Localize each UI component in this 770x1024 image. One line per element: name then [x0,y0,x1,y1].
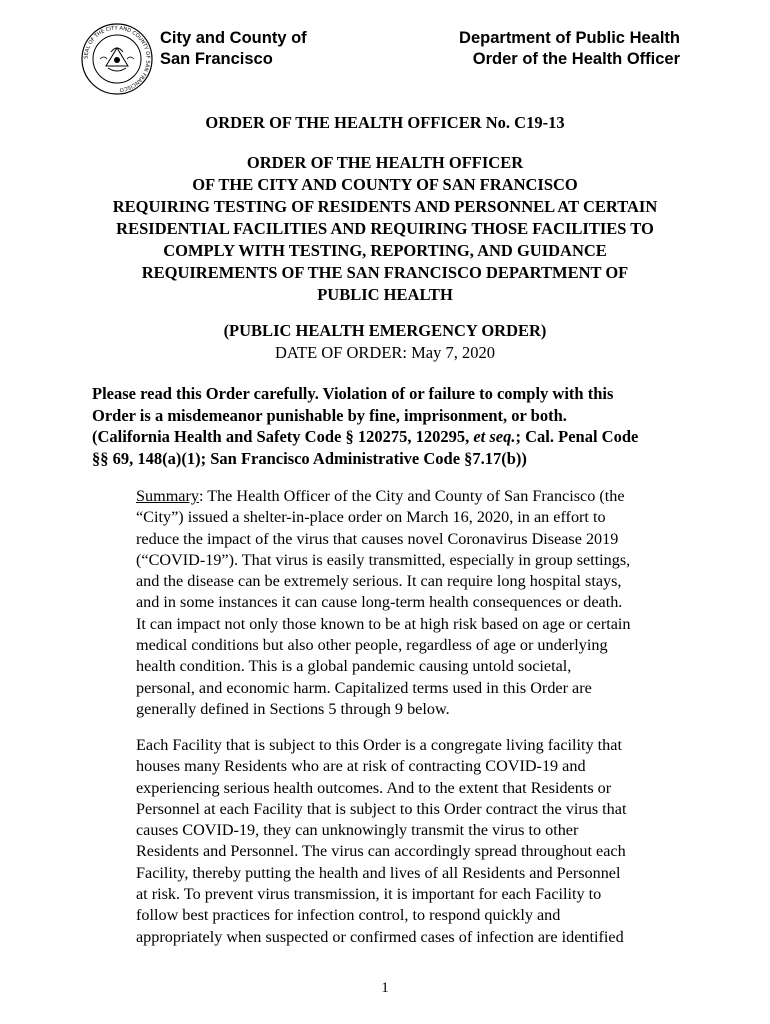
paragraph-line: reduce the impact of the virus that causes novel Coronavirus Disease 2019 [136,529,619,548]
paragraph-line: at risk. To prevent virus transmission, it is important for each Facility to [136,885,602,904]
paragraph-line: health condition. This is a global pandemic causing untold societal, [136,657,572,676]
letterhead [0,22,770,102]
summary-label: Summary [136,487,199,505]
paragraph-line: (“COVID-19”). That virus is easily transmitted, especially in group settings, [136,550,631,569]
warning-line [92,426,692,448]
order-number: ORDER OF THE HEALTH OFFICER No. C19-13 [205,113,565,132]
summary-first-line: : The Health Officer of the City and County of San Francisco (the [198,487,625,505]
paragraph-line: houses many Residents who are at risk of contracting COVID-19 and [136,757,586,776]
paragraph-line [136,486,696,507]
page-number: 1 [381,980,389,996]
title-line: RESIDENTIAL FACILITIES AND REQUIRING THOSE FACILITIES TO [116,219,654,238]
paragraph-line: It can impact not only those known to be at high risk based on age or certain [136,614,631,633]
paragraph-line: generally defined in Sections 5 through 9 below. [136,699,450,718]
paragraph-line: Personnel at each Facility that is subject to this Order contract the virus that [136,799,627,818]
paragraph-line: appropriately when suspected or confirmed cases of infection are identified [136,927,624,946]
paragraph-line: Facility, thereby putting the health and lives of all Residents and Personnel [136,863,621,882]
paragraph-line: “City”) issued a shelter-in-place order on March 16, 2020, in an effort to [136,508,606,527]
warning-line: Order is a misdemeanor punishable by fine, imprisonment, or both. [92,405,567,425]
city-name [160,28,307,70]
department-line1: Department of Public Health [459,29,680,47]
title-line: ORDER OF THE HEALTH OFFICER [246,153,524,172]
paragraph-line: and the disease can be extremely serious. It can require long hospital stays, [136,572,622,591]
order-title [60,152,710,306]
warning-line: §§ 69, 148(a)(1); San Francisco Administrative Code §7.17(b)) [92,448,527,468]
warning-line: Please read this Order carefully. Violation of or failure to comply with this [92,384,614,403]
warning-notice [92,383,692,469]
order-date: DATE OF ORDER: May 7, 2020 [274,343,495,362]
paragraph-line: follow best practices for infection control, to respond quickly and [136,906,561,925]
title-line: OF THE CITY AND COUNTY OF SAN FRANCISCO [192,175,578,194]
city-name-line1: City and County of [160,29,307,47]
paragraph-line: experiencing serious health outcomes. And to the extent that Residents or [136,778,612,797]
title-line: REQUIRING TESTING OF RESIDENTS AND PERSONNEL AT CERTAIN [112,197,658,216]
warning-citation-a: (California Health and Safety Code § 120275, 120295, [92,427,474,446]
title-line: PUBLIC HEALTH [317,285,453,304]
emergency-label: (PUBLIC HEALTH EMERGENCY ORDER) [223,321,547,340]
warning-citation-italic: et seq. [473,427,516,446]
paragraph-line: personal, and economic harm. Capitalized terms used in this Order are [136,678,592,697]
emergency-block [0,320,770,364]
city-seal-icon [80,22,154,96]
department-name [459,28,680,70]
paragraph-line: medical conditions but also other people, regardless of age or underlying [136,636,608,655]
paragraph-line: causes COVID-19, they can unknowingly transmit the virus to other [136,821,579,840]
warning-citation-b: ; Cal. Penal Code [515,427,639,446]
title-line: COMPLY WITH TESTING, REPORTING, AND GUIDANCE [163,241,607,260]
paragraph-line: and in some instances it can cause long-term health consequences or death. [136,593,623,612]
title-line: REQUIREMENTS OF THE SAN FRANCISCO DEPARTMENT OF [141,263,629,282]
city-name-line2: San Francisco [160,50,273,68]
seal-text: SEAL OF THE CITY AND COUNTY OF SAN FRANCISCO [83,25,151,93]
department-line2: Order of the Health Officer [472,50,680,68]
paragraph-line: Each Facility that is subject to this Order is a congregate living facility that [136,736,622,754]
facility-paragraph [136,735,696,948]
paragraph-line: Residents and Personnel. The virus can accordingly spread throughout each [136,842,626,861]
summary-paragraph [136,486,696,720]
